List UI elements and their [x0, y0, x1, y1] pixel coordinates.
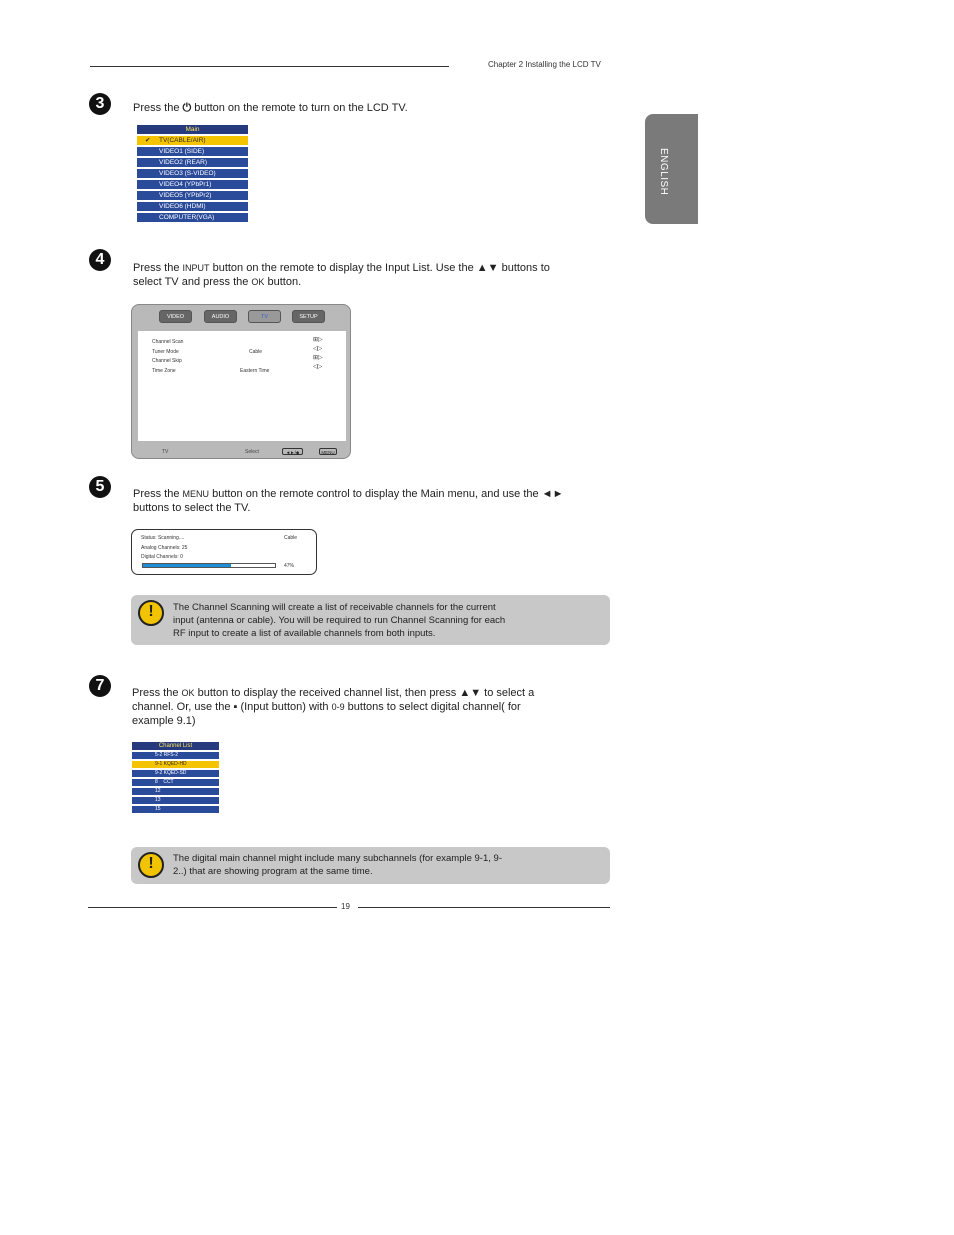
chapter-title: Chapter 2 Installing the LCD TV	[488, 60, 601, 69]
menu-item-video2[interactable]: VIDEO2 (REAR)	[137, 158, 248, 167]
tv-setup-screen	[131, 304, 351, 459]
tab-video[interactable]: VIDEO	[159, 310, 192, 323]
note-box-scanning	[131, 595, 610, 645]
scan-status-box	[131, 529, 317, 575]
main-menu	[137, 125, 248, 224]
channel-item[interactable]: 9-2 KQED-SD	[132, 770, 219, 777]
footer-menu-key: MENU	[319, 448, 337, 455]
main-menu-title: Main	[137, 125, 248, 134]
scan-percent: 47%	[284, 563, 295, 569]
step-7-text: Press the OK button to display the received channel list, then press ▲▼ to select a channel. Or, use the ▪ (Input button) with 0-9 buttons to select digital channel( for example 9.1)	[132, 687, 535, 727]
menu-item-tv[interactable]: ✔ TV(CABLE/AIR)	[137, 136, 248, 145]
channel-list-title: Channel List	[132, 742, 219, 750]
left-right-arrow-icon: ◁▷	[313, 346, 323, 352]
channel-item[interactable]: 8 CCT	[132, 779, 219, 786]
setting-channel-skip[interactable]: Channel Skip	[152, 358, 182, 364]
tuner-mode-value: Cable	[249, 349, 263, 355]
note-box-subchannels	[131, 847, 610, 884]
language-tab	[645, 114, 698, 224]
enter-arrow-icon: ⊞▷	[313, 337, 323, 343]
warning-icon: !	[138, 600, 164, 626]
channel-item[interactable]: 5-2 RFS-2	[132, 752, 219, 759]
note-text: The digital main channel might include many subchannels (for example 9-1, 9- 2..) that are showing program at the same time.	[173, 853, 502, 877]
enter-arrow-icon: ⊞▷	[313, 355, 323, 361]
step-7-number: 7	[89, 675, 111, 697]
channel-list	[132, 742, 219, 815]
footer-source: TV	[162, 449, 169, 455]
page-number: 19	[341, 902, 350, 911]
channel-item[interactable]: 13	[132, 797, 219, 804]
step-5-number: 5	[89, 476, 111, 498]
channel-item[interactable]: 12	[132, 788, 219, 795]
scan-progress-bar	[142, 563, 276, 568]
tab-audio[interactable]: AUDIO	[204, 310, 237, 323]
footer-select: Select	[245, 449, 259, 455]
menu-item-video6[interactable]: VIDEO6 (HDMI)	[137, 202, 248, 211]
channel-item-selected[interactable]: 9-1 KQED-HD	[132, 761, 219, 768]
step-4-number: 4	[89, 249, 111, 271]
step-3-number: 3	[89, 93, 111, 115]
footer-rule-left	[88, 907, 337, 908]
step-5-text: Press the MENU button on the remote control to display the Main menu, and use the ◄► buttons to select the TV.	[133, 488, 564, 514]
analog-channels: Analog Channels: 25	[141, 545, 188, 551]
digital-channels: Digital Channels: 0	[141, 554, 183, 560]
step-3-text: Press the ⏻ button on the remote to turn on the LCD TV.	[133, 102, 408, 114]
menu-item-video4[interactable]: VIDEO4 (YPbPr1)	[137, 180, 248, 189]
scan-status: Status: Scanning....	[141, 535, 185, 541]
menu-item-video1[interactable]: VIDEO1 (SIDE)	[137, 147, 248, 156]
tab-tv[interactable]: TV	[248, 310, 281, 323]
menu-item-video5[interactable]: VIDEO5 (YPbPr2)	[137, 191, 248, 200]
left-right-arrow-icon: ◁▷	[313, 364, 323, 370]
step-4-text: Press the INPUT button on the remote to display the Input List. Use the ▲▼ buttons to select TV and press the OK button.	[133, 262, 550, 288]
check-icon: ✔	[145, 137, 151, 144]
setting-channel-scan[interactable]: Channel Scan	[152, 339, 184, 345]
footer-nav-key: ◄►/◆	[282, 448, 303, 455]
scan-mode: Cable	[284, 535, 298, 541]
footer-rule-right	[358, 907, 610, 908]
menu-item-video3[interactable]: VIDEO3 (S-VIDEO)	[137, 169, 248, 178]
warning-icon: !	[138, 852, 164, 878]
power-icon: ⏻	[182, 102, 192, 114]
time-zone-value: Eastern Time	[240, 368, 270, 374]
language-tab-label: ENGLISH	[658, 148, 669, 196]
tab-setup[interactable]: SETUP	[292, 310, 325, 323]
setting-time-zone[interactable]: Time Zone	[152, 368, 176, 374]
setting-tuner-mode[interactable]: Tuner Mode	[152, 349, 179, 355]
tv-settings-panel	[138, 331, 346, 441]
header-rule	[90, 66, 449, 67]
scan-progress-fill	[143, 564, 231, 567]
note-text: The Channel Scanning will create a list of receivable channels for the current input (antenna or cable). You will be required to run Channel Scanning for each RF input to create a list of available channels from both inputs.	[173, 602, 506, 639]
menu-item-computer[interactable]: COMPUTER(VGA)	[137, 213, 248, 222]
channel-item[interactable]: 15	[132, 806, 219, 813]
